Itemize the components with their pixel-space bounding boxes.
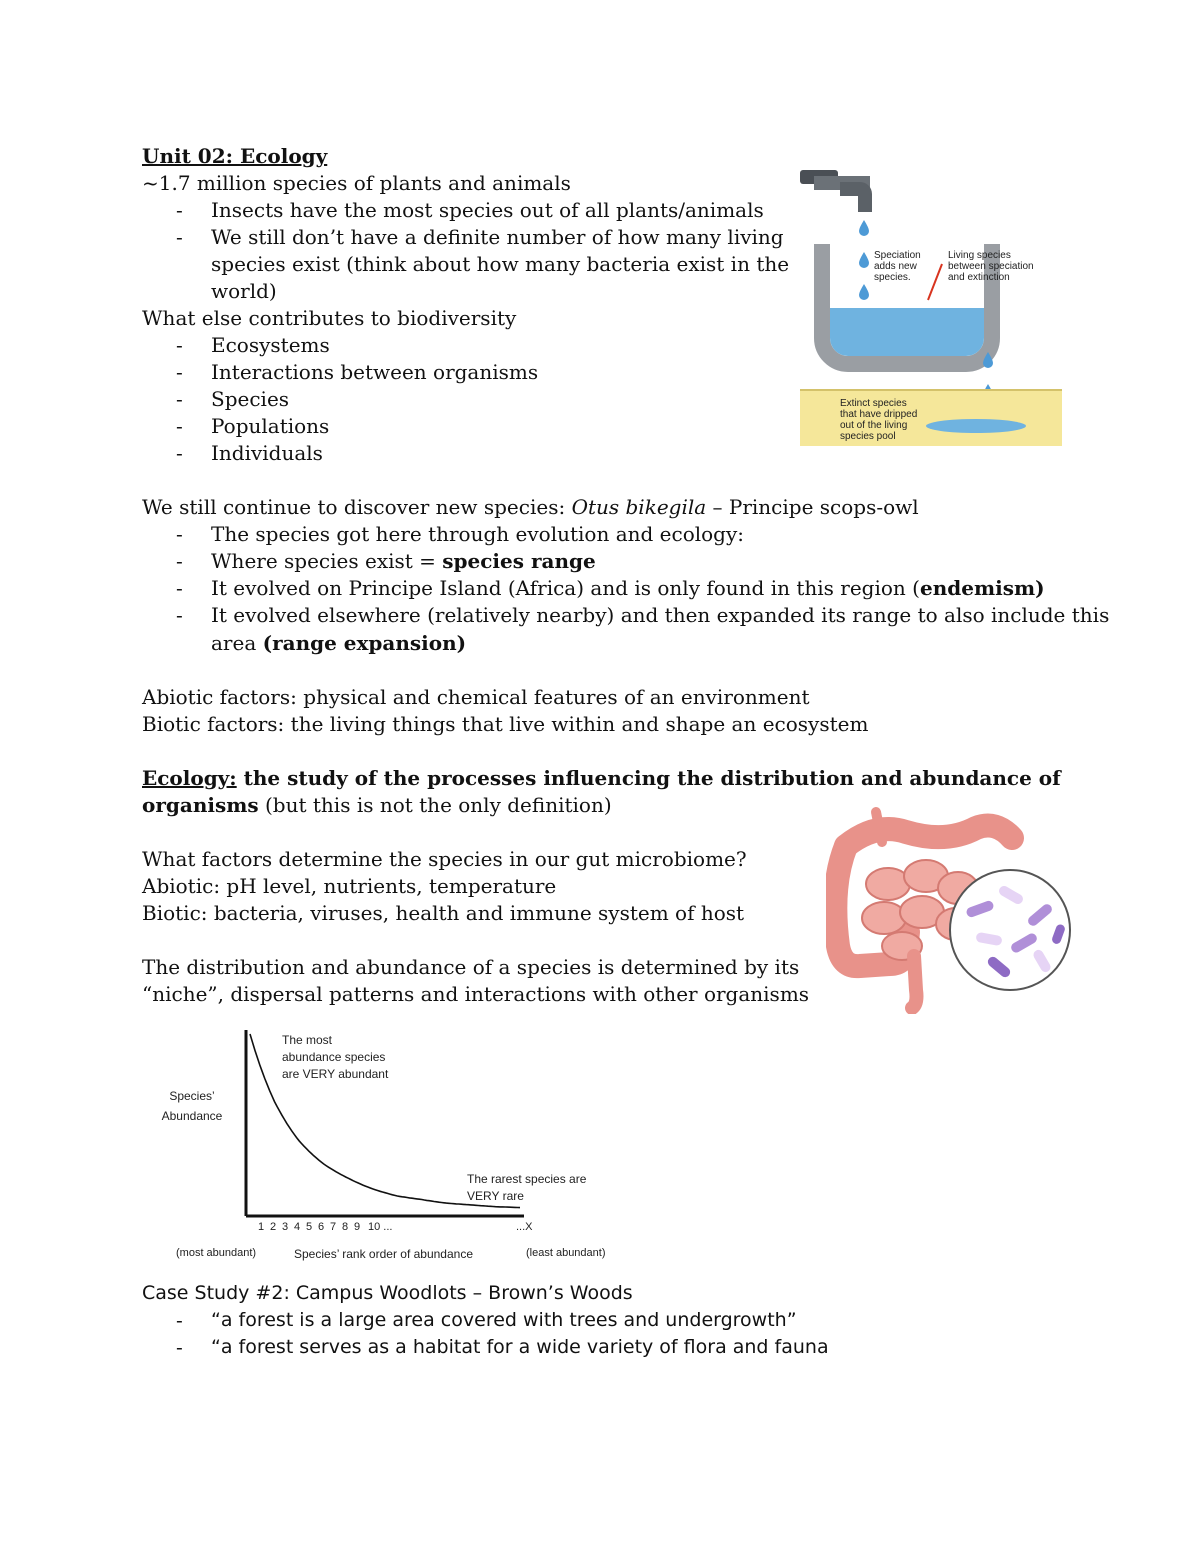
bullet-dash: - bbox=[176, 360, 183, 384]
case-study-bullet: “a forest serves as a habitat for a wide variety of flora and fauna bbox=[211, 1336, 829, 1358]
ecology-term: Ecology: bbox=[142, 766, 237, 790]
bold-term: species range bbox=[442, 549, 596, 573]
ecology-definition-line2 bbox=[142, 792, 612, 819]
living-label: Living species bbox=[948, 250, 1011, 261]
living-label: and extinction bbox=[948, 272, 1010, 283]
gut-biotic: Biotic: bacteria, viruses, health and immune system of host bbox=[142, 901, 745, 925]
bold-term: endemism) bbox=[919, 576, 1045, 600]
distribution-line1: The distribution and abundance of a species is determined by its bbox=[142, 955, 800, 979]
bullet-dash: - bbox=[176, 387, 183, 411]
biotic-definition: Biotic factors: the living things that live within and shape an ecosystem bbox=[142, 712, 869, 736]
bold-term: the study of the processes influencing the distribution and abundance of bbox=[236, 766, 1061, 790]
text-run: area bbox=[211, 631, 263, 655]
annotation-top: The most bbox=[282, 1033, 333, 1047]
x-axis-label: Species’ rank order of abundance bbox=[294, 1247, 474, 1261]
x-tick-label: 7 bbox=[330, 1221, 337, 1233]
extinct-label: species pool bbox=[840, 431, 896, 442]
bold-term: organisms bbox=[142, 793, 259, 817]
living-label: between speciation bbox=[948, 261, 1034, 272]
extinct-label: Extinct species bbox=[840, 398, 907, 409]
pointer-arrow bbox=[928, 264, 942, 300]
bullet-dash: - bbox=[176, 1308, 183, 1332]
x-right-note: (least abundant) bbox=[526, 1247, 606, 1259]
speciation-label: Speciation bbox=[874, 250, 921, 261]
extinct-label: out of the living bbox=[840, 420, 908, 431]
biodiversity-item: Ecosystems bbox=[211, 333, 330, 357]
y-axis-label: Abundance bbox=[161, 1109, 223, 1123]
gut-question: What factors determine the species in our gut microbiome? bbox=[142, 847, 747, 871]
annotation-bottom: The rarest species are bbox=[467, 1172, 587, 1186]
biodiversity-item: Species bbox=[211, 387, 290, 411]
text-run: Where species exist = bbox=[211, 549, 443, 573]
x-tick-label: 8 bbox=[342, 1221, 349, 1233]
x-tick-label: 1 bbox=[258, 1221, 265, 1233]
rectum bbox=[912, 956, 917, 1008]
bullet-dash: - bbox=[176, 603, 183, 627]
annotation-bottom: VERY rare bbox=[467, 1189, 524, 1203]
bullet-dash: - bbox=[176, 198, 183, 222]
discover-bullet-4: It evolved elsewhere (relatively nearby) and then expanded its range to also include this bbox=[211, 603, 1110, 627]
text-run: (but this is not the only definition) bbox=[258, 793, 612, 817]
biodiversity-item: Interactions between organisms bbox=[211, 360, 539, 384]
extinct-puddle bbox=[926, 419, 1026, 433]
bullet-dash: - bbox=[176, 225, 183, 249]
water-drop bbox=[859, 284, 869, 300]
bullet-dash: - bbox=[176, 549, 183, 573]
speciation-label: adds new bbox=[874, 261, 917, 272]
case-study-title: Case Study #2: Campus Woodlots – Brown’s Woods bbox=[142, 1282, 633, 1304]
abiotic-definition: Abiotic factors: physical and chemical features of an environment bbox=[142, 685, 810, 709]
distribution-line2: “niche”, dispersal patterns and interactions with other organisms bbox=[142, 982, 810, 1006]
water-drop bbox=[859, 220, 869, 236]
species-name: Otus bikegila bbox=[571, 495, 707, 519]
page-title: Unit 02: Ecology bbox=[142, 144, 328, 168]
ecology-definition-line1 bbox=[142, 765, 1061, 792]
x-left-note: (most abundant) bbox=[176, 1247, 257, 1259]
bullet-dash: - bbox=[176, 576, 183, 600]
discover-bullet-3 bbox=[211, 575, 1045, 602]
intro-bullet-2: We still don’t have a definite number of how many living bbox=[211, 225, 784, 249]
case-study-bullet: “a forest is a large area covered with trees and undergrowth” bbox=[211, 1309, 797, 1331]
discover-suffix: – Principe scops-owl bbox=[706, 495, 919, 519]
intro-text: ~1.7 million species of plants and animals bbox=[142, 171, 571, 195]
bullet-dash: - bbox=[176, 414, 183, 438]
annotation-top: abundance species bbox=[282, 1050, 386, 1064]
x-tick-label: 9 bbox=[354, 1221, 361, 1233]
extinct-label: that have dripped bbox=[840, 409, 918, 420]
rank-abundance-chart bbox=[140, 1026, 640, 1266]
tub-water bbox=[830, 308, 984, 356]
y-axis-label: Species’ bbox=[169, 1089, 215, 1103]
bold-term: (range expansion) bbox=[262, 631, 467, 655]
discover-bullet-1: The species got here through evolution and ecology: bbox=[211, 522, 745, 546]
bullet-dash: - bbox=[176, 1335, 183, 1359]
bullet-dash: - bbox=[176, 441, 183, 465]
colon-top bbox=[846, 826, 1012, 846]
x-tick-label: 5 bbox=[306, 1221, 313, 1233]
intro-bullet-2-cont: world) bbox=[211, 279, 277, 303]
discover-line bbox=[142, 494, 919, 521]
speciation-tub-figure bbox=[800, 168, 1062, 450]
biodiversity-item: Populations bbox=[211, 414, 330, 438]
discover-bullet-2 bbox=[211, 548, 596, 575]
water-drop bbox=[859, 252, 869, 268]
gut-abiotic: Abiotic: pH level, nutrients, temperature bbox=[142, 874, 557, 898]
x-tick-label: 3 bbox=[282, 1221, 289, 1233]
x-tick-label: 4 bbox=[294, 1221, 301, 1233]
x-tick-label: ...X bbox=[516, 1221, 533, 1233]
faucet-spout bbox=[840, 182, 872, 212]
annotation-top: are VERY abundant bbox=[282, 1067, 389, 1081]
speciation-label: species. bbox=[874, 272, 911, 283]
intro-bullet-2-cont: species exist (think about how many bacteria exist in the bbox=[211, 252, 790, 276]
bullet-dash: - bbox=[176, 522, 183, 546]
x-tick-label: 10 ... bbox=[368, 1221, 393, 1233]
x-tick-label: 2 bbox=[270, 1221, 277, 1233]
gut-microbiome-illustration bbox=[826, 806, 1072, 1014]
discover-bullet-4-cont bbox=[211, 630, 466, 657]
text-run: It evolved on Principe Island (Africa) and is only found in this region ( bbox=[211, 576, 920, 600]
discover-prefix: We still continue to discover new species: bbox=[142, 495, 572, 519]
biodiversity-item: Individuals bbox=[211, 441, 323, 465]
intro-bullet-1: Insects have the most species out of all plants/animals bbox=[211, 198, 764, 222]
x-tick-label: 6 bbox=[318, 1221, 325, 1233]
biodiversity-heading: What else contributes to biodiversity bbox=[142, 306, 517, 330]
bullet-dash: - bbox=[176, 333, 183, 357]
